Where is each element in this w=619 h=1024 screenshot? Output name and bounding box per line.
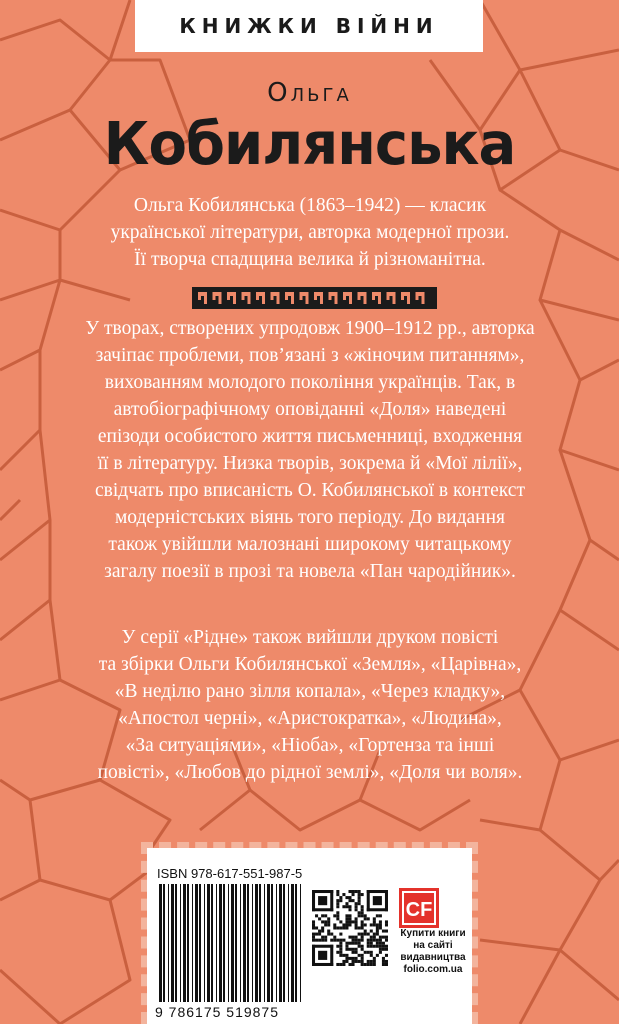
text-line: та збірки Ольги Кобилянської «Земля», «Царівна», <box>98 654 522 675</box>
buy-online-note <box>395 928 471 976</box>
text-line: загалу поезії в прозі та новела «Пан чародійник». <box>104 561 516 582</box>
author-first-name: Ольга <box>267 78 352 108</box>
text-line: також увійшли малознані широкому читацькому <box>108 534 512 555</box>
text-line: автобіографічному оповіданні «Доля» наведені <box>113 399 507 420</box>
buy-line: Купити книги <box>400 928 466 939</box>
text-line: Ольга Кобилянська (1863–1942) — класик <box>133 195 487 216</box>
barcode-panel <box>147 848 472 1024</box>
isbn-label: ISBN 978-617-551-987-5 <box>157 866 303 881</box>
text-line: «За ситуаціями», «Ніоба», «Гортенза та інші <box>125 735 495 756</box>
publisher-logo-icon <box>401 890 437 926</box>
barcode <box>157 884 305 1002</box>
series-banner <box>135 0 483 52</box>
text-line: У творах, створених упродовж 1900–1912 рр., авторка <box>85 318 535 339</box>
buy-line[interactable]: folio.com.ua <box>403 964 463 975</box>
qr-code[interactable] <box>312 890 388 966</box>
text-line: модерністських віянь того періоду. До видання <box>114 507 506 528</box>
text-line: її в літературу. Низка творів, зокрема й «Мої лілії», <box>97 453 523 474</box>
text-line: повісті», «Любов до рідної землі», «Доля чи воля». <box>97 762 523 783</box>
text-line: Її творча спадщина велика й різноманітна. <box>134 249 486 270</box>
buy-line: видавництва <box>400 952 466 963</box>
text-line: «В неділю рано зілля копала», «Через кладку», <box>114 681 506 702</box>
author-last-name: Кобилянська <box>103 110 516 179</box>
description-paragraph <box>60 315 560 585</box>
series-paragraph <box>60 624 560 786</box>
text-line: вихованням молодого покоління українців. Так, в <box>104 372 516 393</box>
text-line: зачіпає проблеми, пов’язані з «жіночим питанням», <box>95 345 525 366</box>
publisher-logo <box>399 888 439 928</box>
text-line: свідчать про вписаність О. Кобилянської в контекст <box>95 480 525 501</box>
publisher-logo-text: CF <box>405 899 433 921</box>
intro-text <box>60 192 560 273</box>
text-line: У серії «Рідне» також вийшли друком повісті <box>121 627 499 648</box>
series-label: КНИЖКИ ВІЙНИ <box>179 14 439 38</box>
text-line: української літератури, авторка модерної прози. <box>110 222 510 243</box>
ean-digits: 9 786175 519875 <box>155 1004 279 1020</box>
buy-line: на сайті <box>413 940 453 951</box>
text-line: епізоди особистого життя письменниці, входження <box>97 426 523 447</box>
text-line: «Апостол черні», «Аристократка», «Людина», <box>118 708 502 729</box>
ornament-divider <box>192 287 437 309</box>
